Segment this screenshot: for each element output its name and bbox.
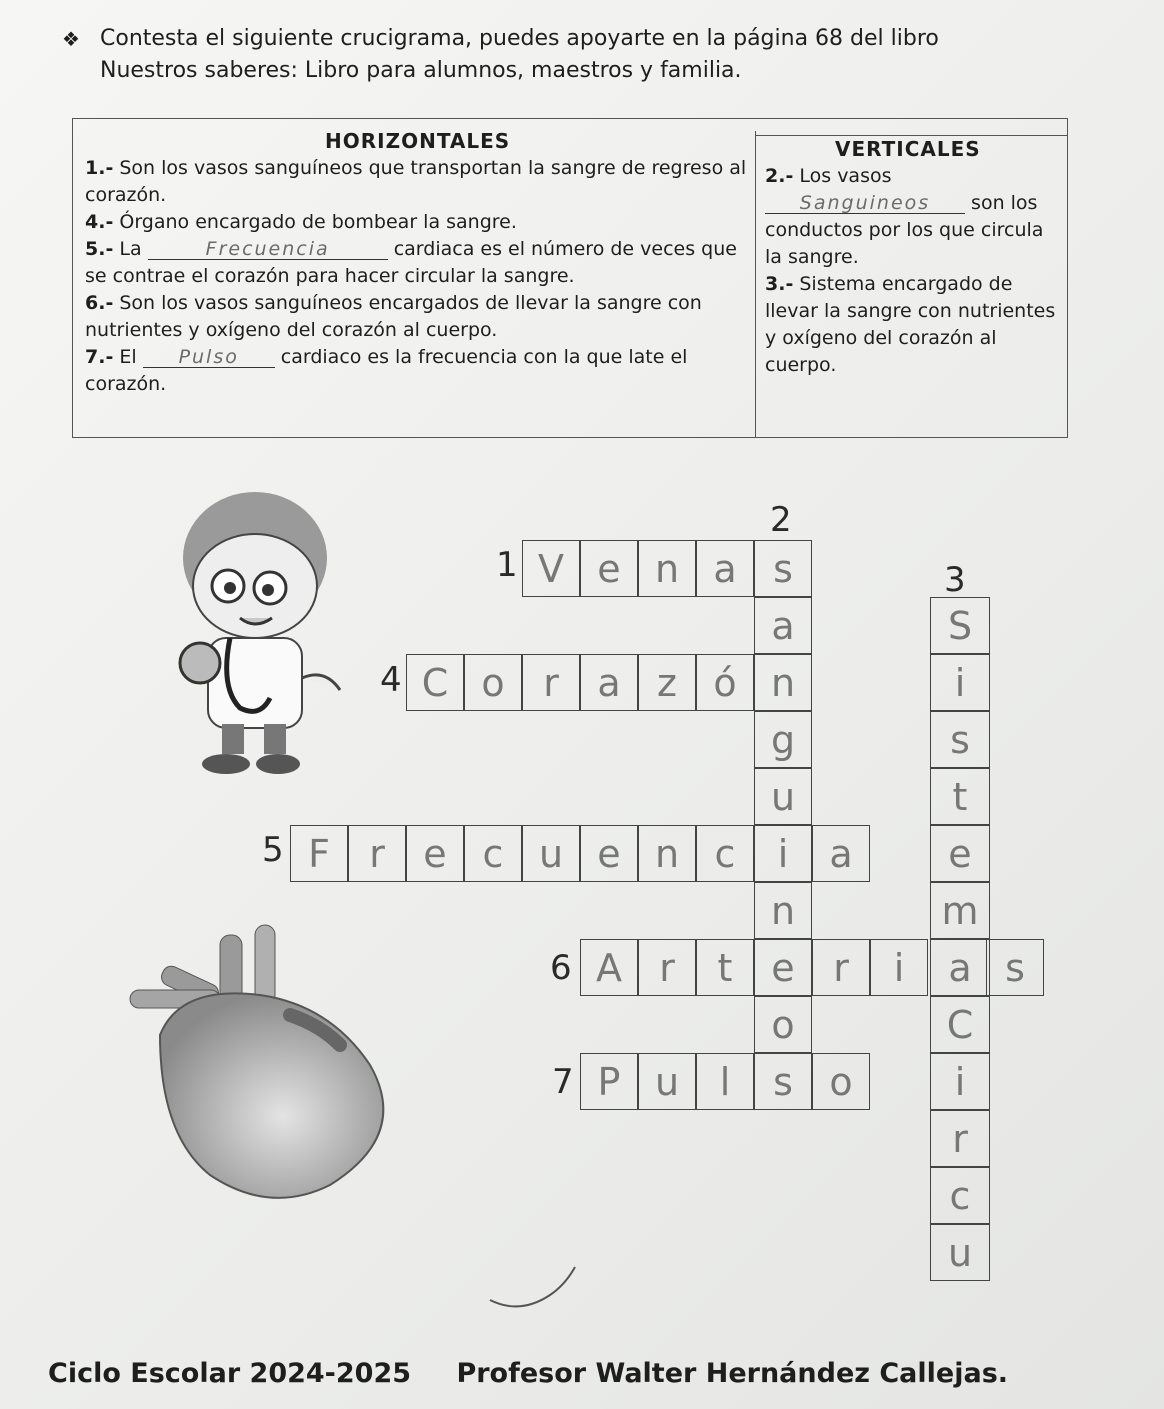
instructions-line-1: Contesta el siguiente crucigrama, puedes apoyarte en la página 68 del libro — [100, 26, 939, 51]
answer-blank-5[interactable]: Frecuencia — [148, 239, 388, 260]
crossword-cell[interactable]: n — [754, 654, 812, 711]
header-rule — [755, 135, 1067, 136]
crossword-cell[interactable]: r — [522, 654, 580, 711]
pencil-scribble — [480, 1255, 590, 1315]
clue-h4: 4.- Órgano encargado de bombear la sangre. — [85, 211, 517, 233]
crossword-cell[interactable]: o — [464, 654, 522, 711]
crossword-cell[interactable]: C — [406, 654, 464, 711]
crossword-cell[interactable]: P — [580, 1053, 638, 1110]
crossword-cell[interactable]: ó — [696, 654, 754, 711]
footer — [48, 1358, 1044, 1389]
clue-h1: 1.- Son los vasos sanguíneos que transportan la sangre de regreso al corazón. — [85, 157, 747, 206]
crossword-cell[interactable]: u — [930, 1224, 990, 1281]
crossword-cell[interactable]: a — [580, 654, 638, 711]
crossword-cell[interactable]: V — [522, 540, 580, 597]
clue-v3: 3.- Sistema encargado de llevar la sangre con nutrientes y oxígeno del corazón al cuerpo. — [765, 273, 1056, 376]
crossword-cell[interactable]: s — [986, 939, 1044, 996]
crossword-cell[interactable]: n — [638, 540, 696, 597]
clue-h5: 5.- La Frecuencia cardiaca es el número de veces que se contrae el corazón para hacer circular la sangre. — [85, 238, 737, 287]
crossword-cell[interactable]: z — [638, 654, 696, 711]
crossword-cell[interactable]: e — [580, 540, 638, 597]
diamond-bullet-icon: ❖ — [62, 27, 80, 51]
answer-blank-2[interactable]: Sanguineos — [765, 193, 965, 214]
crossword-cell[interactable]: i — [930, 1053, 990, 1110]
crossword-cell[interactable]: e — [754, 939, 812, 996]
crossword-number: 7 — [552, 1062, 574, 1102]
horizontal-clues — [85, 155, 747, 398]
crossword-number: 1 — [496, 545, 518, 585]
crossword-cell[interactable]: u — [754, 768, 812, 825]
crossword-cell[interactable]: S — [930, 597, 990, 654]
crossword-cell[interactable]: e — [406, 825, 464, 882]
crossword-cell[interactable]: r — [812, 939, 870, 996]
school-year: Ciclo Escolar 2024-2025 — [48, 1358, 412, 1389]
clue-v2: 2.- Los vasos Sanguineos son los conductos por los que circula la sangre. — [765, 165, 1044, 268]
crossword-number: 6 — [550, 948, 572, 988]
answer-blank-7[interactable]: Pulso — [143, 347, 275, 368]
crossword-cell[interactable]: n — [638, 825, 696, 882]
vertical-clues — [765, 163, 1057, 379]
crossword-cell[interactable]: r — [638, 939, 696, 996]
teacher-name: Profesor Walter Hernández Callejas. — [456, 1358, 1009, 1389]
crossword-cell[interactable]: g — [754, 711, 812, 768]
crossword-cell[interactable]: u — [522, 825, 580, 882]
crossword-cell[interactable]: a — [754, 597, 812, 654]
horizontal-header: HORIZONTALES — [325, 129, 511, 153]
clue-h6: 6.- Son los vasos sanguíneos encargados de llevar la sangre con nutrientes y oxígeno del corazón al cuerpo. — [85, 292, 702, 341]
crossword-cell[interactable]: s — [754, 540, 812, 597]
crossword-cell[interactable]: s — [754, 1053, 812, 1110]
crossword-cell[interactable]: i — [930, 654, 990, 711]
crossword-cell[interactable]: o — [812, 1053, 870, 1110]
crossword-cell[interactable]: C — [930, 996, 990, 1053]
crossword-cell[interactable]: e — [580, 825, 638, 882]
clue-h7: 7.- El Pulso cardiaco es la frecuencia con la que late el corazón. — [85, 346, 688, 395]
crossword-cell[interactable]: m — [930, 882, 990, 939]
crossword-number: 3 — [944, 560, 966, 600]
crossword-cell[interactable]: F — [290, 825, 348, 882]
clue-table — [72, 118, 1068, 438]
crossword-cell[interactable]: l — [696, 1053, 754, 1110]
crossword-cell[interactable]: c — [464, 825, 522, 882]
crossword-cell[interactable]: e — [930, 825, 990, 882]
crossword-cell[interactable]: a — [930, 939, 990, 996]
crossword-cell[interactable]: i — [754, 825, 812, 882]
crossword-cell[interactable]: r — [348, 825, 406, 882]
crossword-cell[interactable]: o — [754, 996, 812, 1053]
instructions-line-2: Nuestros saberes: Libro para alumnos, maestros y familia. — [100, 58, 742, 83]
crossword-number: 2 — [770, 500, 792, 540]
crossword-cell[interactable]: a — [696, 540, 754, 597]
crossword-number: 5 — [262, 830, 284, 870]
doctor-boy-illustration — [160, 478, 350, 778]
crossword-cell[interactable]: A — [580, 939, 638, 996]
crossword-cell[interactable]: s — [930, 711, 990, 768]
crossword-cell[interactable]: i — [870, 939, 928, 996]
heart-illustration — [120, 915, 450, 1215]
crossword-cell[interactable]: c — [930, 1167, 990, 1224]
column-divider — [755, 131, 756, 437]
crossword-cell[interactable]: n — [754, 882, 812, 939]
vertical-header: VERTICALES — [835, 137, 981, 161]
crossword-cell[interactable]: u — [638, 1053, 696, 1110]
crossword-cell[interactable]: a — [812, 825, 870, 882]
crossword-cell[interactable]: t — [696, 939, 754, 996]
crossword-number: 4 — [380, 660, 402, 700]
crossword-cell[interactable]: c — [696, 825, 754, 882]
crossword-cell[interactable]: r — [930, 1110, 990, 1167]
crossword-cell[interactable]: t — [930, 768, 990, 825]
